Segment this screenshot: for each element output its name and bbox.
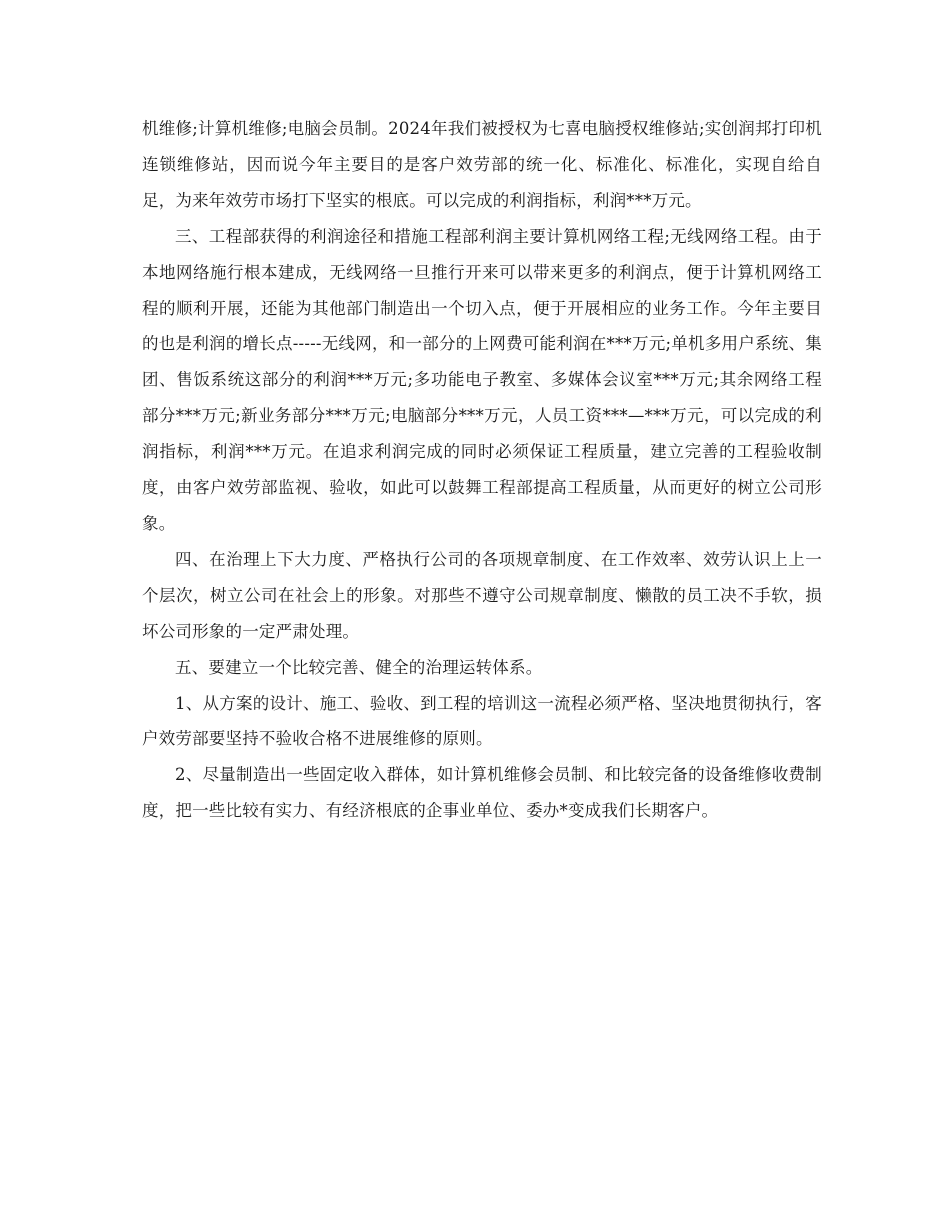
paragraph-operation-system: 五、要建立一个比较完善、健全的治理运转体系。 xyxy=(175,657,543,677)
document-body xyxy=(142,111,822,829)
paragraph-management: 四、在治理上下大力度、严格执行公司的各项规章制度、在工作效率、效劳认识上上一个层次，树立公司在社会上的形象。对那些不遵守公司规章制度、懒散的员工决不手软，损坏公司形象的一定严肃处理。 xyxy=(142,549,822,641)
paragraph-engineering-profit: 三、工程部获得的利润途径和措施工程部利润主要计算机网络工程;无线网络工程。由于本地网络施行根本建成，无线网络一旦推行开来可以带来更多的利润点，便于计算机网络工程的顺利开展，还能为其他部门制造出一个切入点，便于开展相应的业务工作。今年主要目的也是利润的增长点-----无线网，和一部分的上网费可能利润在***万元;单机多用户系统、集团、售饭系统这部分的利润***万元;多功能电子教室、多媒体会议室***万元;其余网络工程部分***万元;新业务部分***万元;电脑部分***万元，人员工资***—***万元，可以完成的利润指标，利润***万元。在追求利润完成的同时必须保证工程质量，建立完善的工程验收制度，由客户效劳部监视、验收，如此可以鼓舞工程部提高工程质量，从而更好的树立公司形象。 xyxy=(142,226,822,533)
paragraph-continuation: 机维修;计算机维修;电脑会员制。2024年我们被授权为七喜电脑授权维修站;实创润邦打印机连锁维修站，因而说今年主要目的是客户效劳部的统一化、标准化、标准化，实现自给自足，为来年效劳市场打下坚实的根底。可以完成的利润指标，利润***万元。 xyxy=(142,119,822,210)
paragraph-item-2: 2、尽量制造出一些固定收入群体，如计算机维修会员制、和比较完备的设备维修收费制度，把一些比较有实力、有经济根底的企事业单位、委办*变成我们长期客户。 xyxy=(142,765,822,821)
paragraph-item-1: 1、从方案的设计、施工、验收、到工程的培训这一流程必须严格、坚决地贯彻执行，客户效劳部要坚持不验收合格不进展维修的原则。 xyxy=(142,693,822,749)
